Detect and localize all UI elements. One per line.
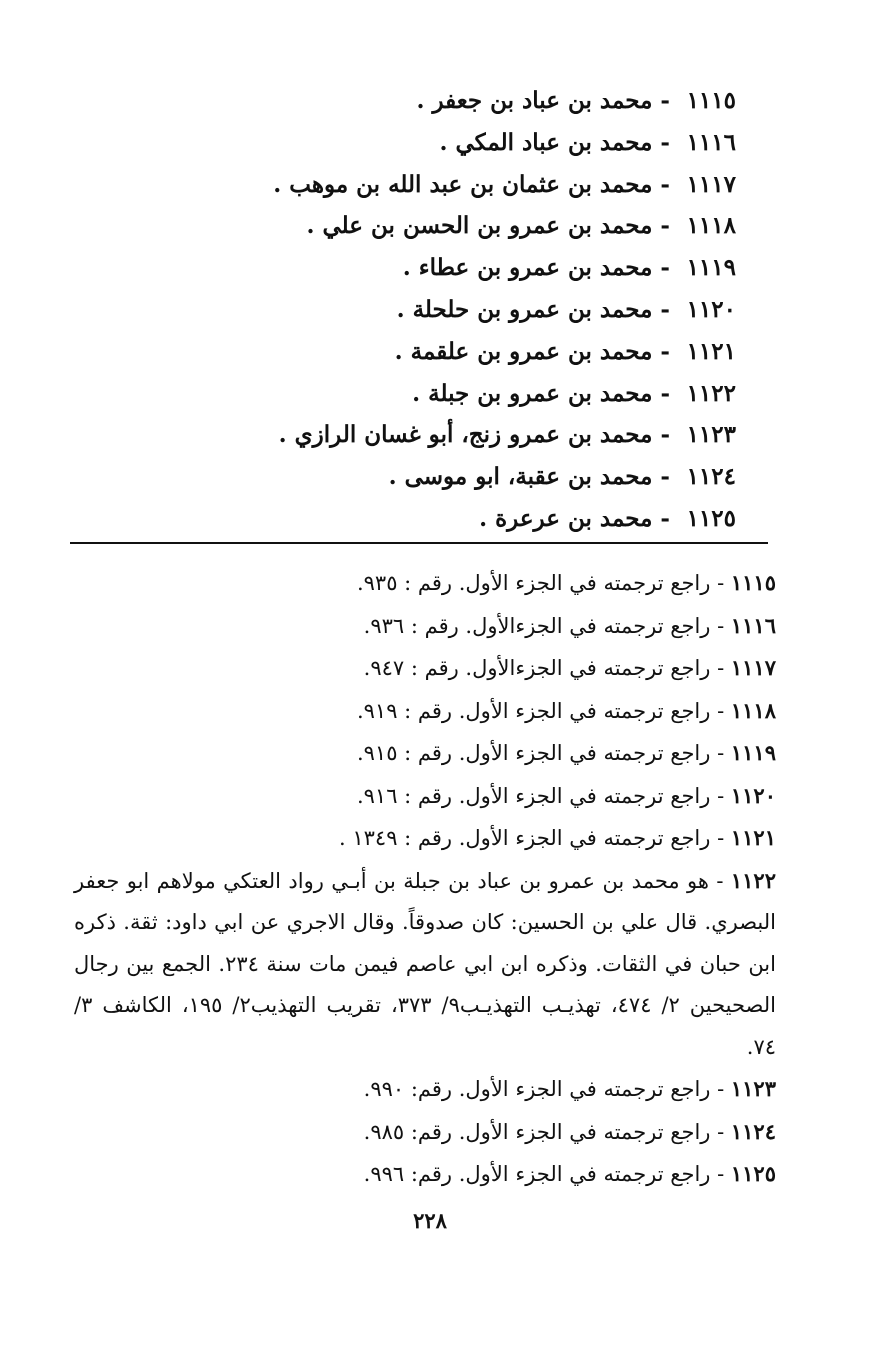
footnote-number: ١١٢٣ bbox=[730, 1076, 776, 1101]
entry-number: ١١١٨ bbox=[686, 212, 736, 240]
entry-number: ١١٢١ bbox=[686, 337, 736, 365]
entry-text: - محمد بن عمرو بن الحسن بن علي . bbox=[306, 212, 670, 240]
entry-number: ١١٢٣ bbox=[686, 421, 736, 449]
entry-text: - محمد بن عمرو بن حلحلة . bbox=[396, 295, 670, 323]
main-entry bbox=[216, 414, 736, 456]
footnote-text: - راجع ترجمته في الجزء الأول. رقم : ٩١٦. bbox=[356, 783, 725, 808]
footnote bbox=[74, 690, 776, 733]
footnote bbox=[74, 817, 776, 860]
footnote bbox=[74, 1111, 776, 1154]
main-entry bbox=[216, 247, 736, 289]
footnote-divider bbox=[70, 542, 768, 544]
entry-number: ١١١٧ bbox=[686, 170, 736, 198]
footnote-text: - راجع ترجمته في الجزء الأول. رقم : ١٣٤٩ . bbox=[339, 826, 725, 850]
footnote-number: ١١٢٠ bbox=[730, 782, 776, 808]
main-entry bbox=[216, 289, 736, 331]
footnote-text: - راجع ترجمته في الجزءالأول. رقم : ٩٤٧. bbox=[363, 656, 725, 680]
main-entry bbox=[216, 373, 736, 415]
entry-number: ١١٢٤ bbox=[686, 463, 736, 491]
entry-number: ١١٢٥ bbox=[686, 504, 736, 532]
footnote-number: ١١١٩ bbox=[730, 740, 776, 765]
main-entry bbox=[216, 164, 736, 206]
entry-text: - محمد بن عمرو بن جبلة . bbox=[412, 379, 670, 407]
footnote-number: ١١٢١ bbox=[730, 825, 776, 850]
entry-number: ١١٢٠ bbox=[686, 295, 736, 323]
entry-text: - محمد بن عقبة، ابو موسى . bbox=[388, 463, 670, 491]
footnotes-list bbox=[74, 562, 776, 1196]
footnote bbox=[74, 732, 776, 775]
footnote-text: - راجع ترجمته في الجزء الأول. رقم: ٩٩٠. bbox=[363, 1077, 725, 1101]
entry-text: - محمد بن عثمان بن عبد الله بن موهب . bbox=[273, 170, 670, 198]
footnote-text: - راجع ترجمته في الجزء الأول. رقم : ٩١٥. bbox=[356, 741, 725, 765]
entry-text: - محمد بن عباد بن جعفر . bbox=[416, 87, 670, 114]
page-number: ٢٢٨ bbox=[413, 1208, 447, 1233]
footnote-text: - راجع ترجمته في الجزء الأول. رقم : ٩٣٥. bbox=[356, 571, 725, 595]
footnote bbox=[74, 647, 776, 690]
entry-number: ١١٢٢ bbox=[686, 379, 736, 407]
footnote-number: ١١٢٥ bbox=[730, 1161, 776, 1186]
footnote-text: - راجع ترجمته في الجزء الأول. رقم: ٩٩٦. bbox=[363, 1162, 725, 1186]
footnote-number: ١١١٧ bbox=[730, 655, 776, 680]
footnote bbox=[74, 775, 776, 818]
footnote-text: - راجع ترجمته في الجزء الأول. رقم: ٩٨٥. bbox=[363, 1119, 725, 1144]
main-entry bbox=[216, 80, 736, 122]
footnote-number: ١١١٦ bbox=[730, 612, 776, 638]
entry-number: ١١١٩ bbox=[686, 254, 736, 282]
main-entry bbox=[216, 122, 736, 164]
footnote-number: ١١٢٤ bbox=[730, 1118, 776, 1144]
footnote bbox=[74, 1068, 776, 1111]
footnote-text: - راجع ترجمته في الجزءالأول. رقم : ٩٣٦. bbox=[363, 613, 725, 638]
entry-text: - محمد بن عرعرة . bbox=[479, 504, 670, 532]
footnote bbox=[74, 605, 776, 648]
footnote bbox=[74, 1153, 776, 1196]
main-entry bbox=[216, 205, 736, 247]
footnote-number: ١١٢٢ bbox=[730, 867, 776, 893]
footnote-long bbox=[74, 860, 776, 1069]
footnote-text: - هو محمد بن عمرو بن عباد بن جبلة بن أبـي رواد العتكي مولاهم ابو جعفر البصري. قال علي بن الحسين: كان صدوقاً. وقال الاجري عن ابي داود: ثقة. ذكره ابن حبان في الثقات. وذكره ابن ابي عاصم فيمن مات سنة ٢٣٤. الجمع بين رجال الصحيحين ٢/ ٤٧٤، تهذيـب التهذيـب٩/ ٣٧٣، تقريب التهذيب٢/ ١٩٥، الكاشف ٣/ ٧٤. bbox=[74, 868, 776, 1059]
main-entry bbox=[216, 456, 736, 498]
entry-text: - محمد بن عمرو بن علقمة . bbox=[394, 337, 670, 365]
entry-text: - محمد بن عمرو بن عطاء . bbox=[402, 254, 670, 282]
entry-number: ١١١٥ bbox=[686, 87, 736, 114]
footnote-number: ١١١٥ bbox=[730, 570, 776, 595]
footnote-text: - راجع ترجمته في الجزء الأول. رقم : ٩١٩. bbox=[356, 698, 725, 723]
main-entries-list bbox=[216, 80, 736, 540]
entry-text: - محمد بن عمرو زنج، أبو غسان الرازي . bbox=[278, 421, 670, 449]
footnote-number: ١١١٨ bbox=[730, 697, 776, 723]
footnote bbox=[74, 562, 776, 605]
entry-text: - محمد بن عباد المكي . bbox=[439, 128, 670, 156]
entry-number: ١١١٦ bbox=[686, 128, 736, 156]
main-entry bbox=[216, 331, 736, 373]
main-entry bbox=[216, 498, 736, 540]
